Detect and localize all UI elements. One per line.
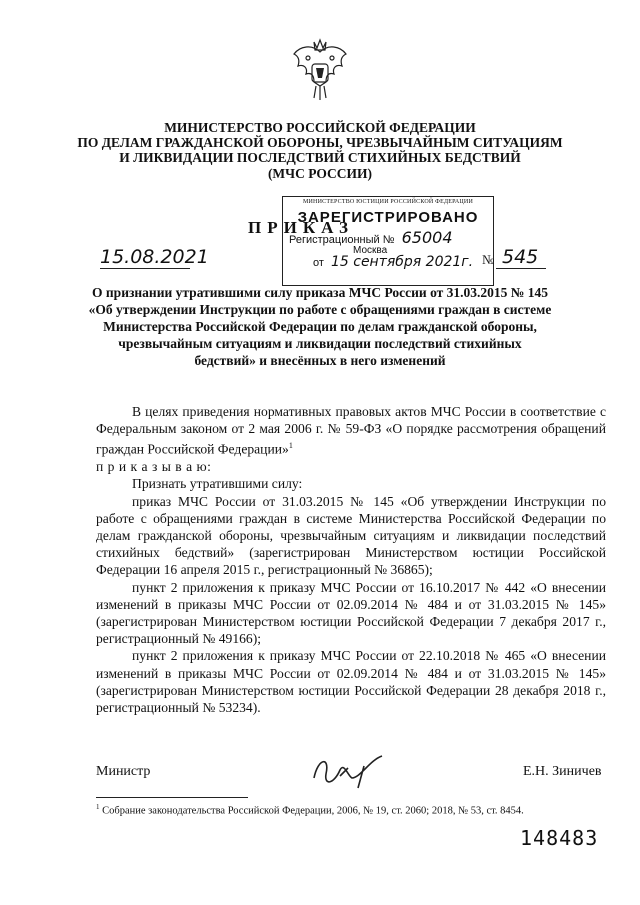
stamp-reg-date: 15 сентября 2021г. bbox=[330, 254, 474, 270]
footnote-mark: 1 bbox=[96, 803, 100, 811]
stamp-from-label: от bbox=[313, 257, 324, 269]
signatory-position: Министр bbox=[96, 764, 151, 779]
stamp-date-row bbox=[313, 254, 493, 270]
item-1-paragraph: приказ МЧС России от 31.03.2015 № 145 «Об утверждении Инструкции по работе с обращениями граждан в системе Министерства Российской Федерации по делам гражданской обороны, чрезвычайным ситуациям и ликвидации последствий стихийных бедствий» (зарегистрирован Министерством юстиции Российской Федерации 16 апреля 2015 г., регистрационный № 36865); bbox=[96, 493, 606, 578]
order-word: п р и к а з ы в а ю: bbox=[96, 459, 212, 475]
ministry-name-line3: И ЛИКВИДАЦИИ ПОСЛЕДСТВИЙ СТИХИЙНЫХ БЕДСТВИЙ bbox=[119, 150, 521, 165]
footnote-divider bbox=[96, 797, 248, 798]
title-line5: бедствий» и внесённых в него изменений bbox=[194, 353, 446, 368]
number-underline bbox=[496, 268, 546, 269]
doc-type-heading: ПРИКАЗ bbox=[248, 218, 354, 237]
stamp-city: Москва bbox=[353, 245, 388, 256]
signatory-name: Е.Н. Зиничев bbox=[523, 764, 602, 779]
document-code: 148483 bbox=[520, 826, 599, 850]
title-line1: О признании утратившими силу приказа МЧС России от 31.03.2015 № 145 bbox=[92, 285, 548, 300]
ministry-abbrev: (МЧС РОССИИ) bbox=[267, 166, 373, 181]
coat-of-arms-emblem bbox=[288, 38, 352, 108]
intro-paragraph: В целях приведения нормативных правовых актов МЧС России в соответствие с Федеральным законом от 2 мая 2006 г. № 59-ФЗ «О порядке рассмотрения обращений граждан Российской Федерации»$^1$ bbox=[96, 404, 606, 457]
stamp-org: МИНИСТЕРСТВО ЮСТИЦИИ РОССИЙСКОЙ ФЕДЕРАЦИИ bbox=[302, 199, 473, 205]
footnote-ref: 1 bbox=[288, 441, 293, 451]
order-body bbox=[96, 403, 606, 716]
order-date: 15.08.2021 bbox=[100, 246, 209, 268]
footnote-text: Собрание законодательства Российской Федерации, 2006, № 19, ст. 2060; 2018, № 53, ст. 8454. bbox=[102, 805, 524, 817]
title-line2: «Об утверждении Инструкции по работе с обращениями граждан в системе bbox=[88, 302, 552, 317]
item-2-paragraph: пункт 2 приложения к приказу МЧС России от 16.10.2017 № 442 «О внесении изменений в приказы МЧС России от 02.09.2014 № 484 и от 31.03.2015 № 145» (зарегистрирован Министерством юстиции Российской Федерации 7 декабря 2017 г., регистрационный № 49166); bbox=[96, 579, 606, 647]
stamp-reg-number: 65004 bbox=[401, 228, 453, 247]
number-sign: № bbox=[482, 252, 495, 267]
date-underline bbox=[100, 268, 190, 269]
order-number: 545 bbox=[502, 246, 539, 268]
stamp-title: ЗАРЕГИСТРИРОВАНО bbox=[297, 209, 479, 226]
ministry-name-line1: МИНИСТЕРСТВО РОССИЙСКОЙ ФЕДЕРАЦИИ bbox=[164, 120, 476, 135]
registration-stamp bbox=[282, 196, 494, 286]
signature-handwritten bbox=[300, 748, 400, 794]
stamp-reg-label: Регистрационный № bbox=[289, 234, 395, 246]
declare-paragraph: Признать утратившими силу: bbox=[132, 476, 303, 492]
footnote bbox=[96, 803, 524, 817]
item-3-paragraph: пункт 2 приложения к приказу МЧС России от 22.10.2018 № 465 «О внесении изменений в приказы МЧС России от 02.09.2014 № 484 и от 31.03.2015 № 145» (зарегистрирован Министерством юстиции Российской Федерации 28 декабря 2018 г., регистрационный № 53234). bbox=[96, 648, 606, 715]
title-line3: Министерства Российской Федерации по делам гражданской обороны, bbox=[103, 319, 537, 334]
ministry-name-line2: ПО ДЕЛАМ ГРАЖДАНСКОЙ ОБОРОНЫ, ЧРЕЗВЫЧАЙНЫМ СИТУАЦИЯМ bbox=[77, 135, 563, 150]
title-line4: чрезвычайным ситуациям и ликвидации последствий стихийных bbox=[118, 336, 522, 351]
